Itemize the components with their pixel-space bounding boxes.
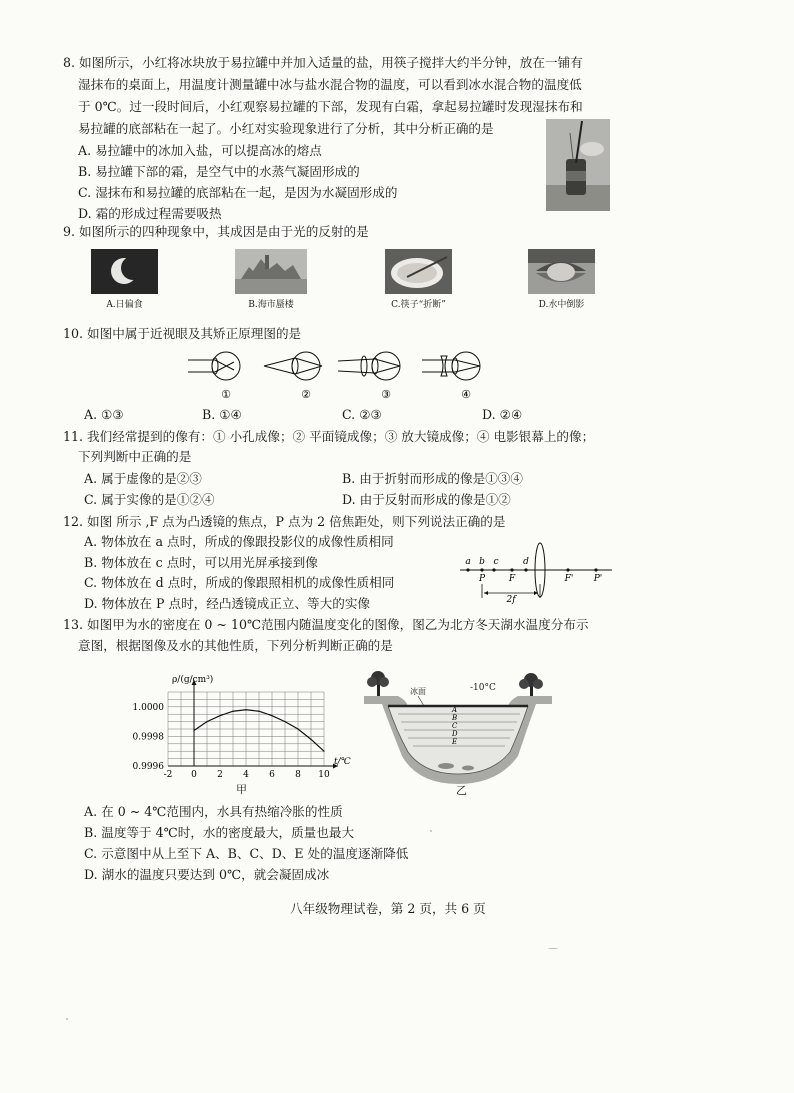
lake-layer-a: A (452, 706, 458, 714)
chart-data-point (310, 739, 311, 740)
q13-density-chart (128, 668, 360, 796)
q10-option-d: D. ②④ (482, 407, 523, 422)
chart-data-point (219, 715, 220, 716)
ice-surface-label: 冰面 (410, 687, 426, 696)
q10-eye-3 (338, 352, 400, 380)
q10-fig-label-4: ④ (461, 388, 471, 401)
chart-y-axis-label: ρ/(g/cm³) (172, 675, 214, 685)
chart-data-point (297, 728, 298, 729)
q12-stem: 12. 如图 所示 ,F 点为凸透镜的焦点，P 点为 2 倍焦距处，则下列说法正确的是 (63, 514, 506, 529)
q10-eye-2 (264, 352, 322, 380)
chart-x-axis-label: t/℃ (334, 757, 351, 767)
q11-option-d: D. 由于反射而形成的像是①② (342, 492, 511, 507)
q8-stem-line-4: 易拉罐的底部粘在一起了。小红对实验现象进行了分析，其中分析正确的是 (78, 121, 494, 136)
q12-option-c: C. 物体放在 d 点时，所成的像跟照相机的成像性质相同 (84, 575, 395, 590)
chart-data-point (232, 711, 233, 712)
q13-option-d: D. 湖水的温度只要达到 0℃，就会凝固成冰 (84, 867, 330, 882)
q10-fig-label-3: ③ (381, 388, 391, 401)
q10-option-b: B. ①④ (202, 407, 242, 422)
scan-speck (548, 948, 558, 949)
q8-option-d: D. 霜的形成过程需要吸热 (78, 206, 222, 221)
chart-x-tick-label: 6 (269, 770, 275, 780)
q13-option-a: A. 在 0 ~ 4℃范围内，水具有热缩冷胀的性质 (84, 804, 343, 819)
chart-data-point (206, 721, 207, 722)
q8-stem-line-1: 8. 如图所示，小红将冰块放于易拉罐中并加入适量的盐，用筷子搅拌大约半分钟，放在一铺有 (63, 55, 583, 70)
q12-label-p: P (478, 574, 486, 584)
lake-layer-b: B (452, 714, 458, 722)
q12-label-c: c (493, 557, 499, 567)
chart-data-point (245, 709, 246, 710)
q8-option-a: A. 易拉罐中的冰加入盐，可以提高冰的熔点 (78, 143, 322, 158)
q9-caption-d: D.水中倒影 (538, 300, 585, 310)
q13-option-c: C. 示意图中从上至下 A、B、C、D、E 处的温度逐渐降低 (84, 846, 409, 861)
scan-speck (66, 1018, 68, 1020)
chart-data-point (258, 711, 259, 712)
q9-photo-b-mirage (235, 249, 307, 294)
q13-lake-caption: 乙 (456, 784, 467, 797)
q8-stem-line-3: 于 0℃。过一段时间后，小红观察易拉罐的下部，发现有白霜，拿起易拉罐时发现湿抹布和 (78, 99, 583, 114)
q9-photo-c-chopsticks (385, 249, 452, 294)
q10-option-c: C. ②③ (342, 407, 382, 422)
q9-caption-a: A.日偏食 (106, 300, 143, 310)
q9-stem: 9. 如图所示的四种现象中，其成因是由于光的反射的是 (63, 224, 369, 239)
q12-option-a: A. 物体放在 a 点时，所成的像跟投影仪的成像性质相同 (84, 534, 394, 549)
q12-dimension-label: 2f (506, 595, 516, 604)
chart-data-point (193, 730, 194, 731)
q9-photo-a-eclipse (91, 249, 158, 294)
tree-left-icon (367, 671, 389, 696)
q13-stem-line-1: 13. 如图甲为水的密度在 0 ~ 10℃范围内随温度变化的图像，图乙为北方冬天湖水温度分布示 (63, 617, 589, 632)
tree-right-icon (519, 673, 543, 696)
lake-layer-e: E (452, 738, 458, 746)
chart-y-tick-label: 0.9998 (132, 732, 164, 743)
q11-stem-line-1: 11. 我们经常提到的像有：① 小孔成像；② 平面镜成像；③ 放大镜成像；④ 电影银幕上的像； (63, 429, 595, 444)
chart-y-tick-label: 0.9996 (132, 762, 164, 772)
q11-stem-line-2: 下列判断中正确的是 (78, 449, 192, 464)
q9-caption-b: B.海市蜃楼 (248, 300, 294, 310)
q10-stem: 10. 如图中属于近视眼及其矫正原理图的是 (63, 326, 302, 341)
q12-label-d: d (523, 557, 529, 567)
scan-speck (430, 830, 432, 832)
chart-x-tick-label: -2 (163, 770, 173, 780)
q8-can-photo (546, 119, 610, 211)
chart-x-tick-label: 4 (243, 770, 249, 780)
q11-option-c: C. 属于实像的是①②④ (84, 492, 215, 507)
lake-layer-c: C (452, 722, 458, 730)
q13-option-b: B. 温度等于 4℃时，水的密度最大，质量也最大 (84, 825, 355, 840)
chart-axes (168, 680, 338, 769)
chart-grid (168, 692, 324, 766)
q8-stem-line-2: 湿抹布的桌面上，用温度计测量罐中冰与盐水混合物的温度，可以看到冰水混合物的温度低 (78, 77, 582, 92)
q13-stem-line-2: 意图，根据图像及水的其他性质，下列分析判断正确的是 (78, 638, 393, 653)
q12-option-d: D. 物体放在 P 点时，经凸透镜成正立、等大的实像 (84, 596, 371, 611)
q8-option-c: C. 湿抹布和易拉罐的底部粘在一起，是因为水凝固形成的 (78, 185, 398, 200)
chart-x-tick-label: 2 (217, 770, 223, 780)
chart-x-tick-label: 0 (191, 770, 197, 780)
q10-fig-label-2: ② (301, 388, 311, 401)
q13-chart-caption: 甲 (236, 783, 247, 796)
page-footer: 八年级物理试卷，第 2 页，共 6 页 (290, 901, 486, 916)
q10-eye-4 (422, 352, 480, 380)
chart-data-point (271, 715, 272, 716)
chart-x-tick-label: 10 (318, 770, 330, 780)
q11-option-a: A. 属于虚像的是②③ (84, 471, 202, 486)
q12-convex-lens-diagram (456, 540, 616, 604)
lake-layer-d: D (452, 730, 458, 738)
q12-label-f-prime: F' (564, 574, 574, 584)
q9-caption-c: C.筷子“折断” (391, 300, 446, 310)
air-temperature-label: -10°C (470, 683, 496, 693)
q13-lake-diagram (358, 666, 558, 796)
q10-option-a: A. ①③ (84, 407, 124, 422)
q8-option-b: B. 易拉罐下部的霜，是空气中的水蒸气凝固形成的 (78, 164, 360, 179)
chart-y-tick-label: 1.0000 (132, 702, 164, 713)
chart-x-tick-label: 8 (295, 770, 301, 780)
q12-label-a: a (465, 557, 471, 567)
q10-fig-label-1: ① (221, 388, 231, 401)
q11-option-b: B. 由于折射而形成的像是①③④ (342, 471, 523, 486)
q12-label-p-prime: P' (593, 574, 603, 584)
q10-eye-1 (188, 352, 240, 380)
q10-eye-diagrams (188, 346, 498, 402)
chart-data-point (323, 751, 324, 752)
q12-label-b: b (479, 557, 485, 567)
q12-label-f: F (508, 574, 516, 584)
q9-photo-d-reflection (528, 249, 595, 294)
chart-data-point (284, 721, 285, 722)
q12-option-b: B. 物体放在 c 点时，可以用光屏承接到像 (84, 555, 318, 570)
